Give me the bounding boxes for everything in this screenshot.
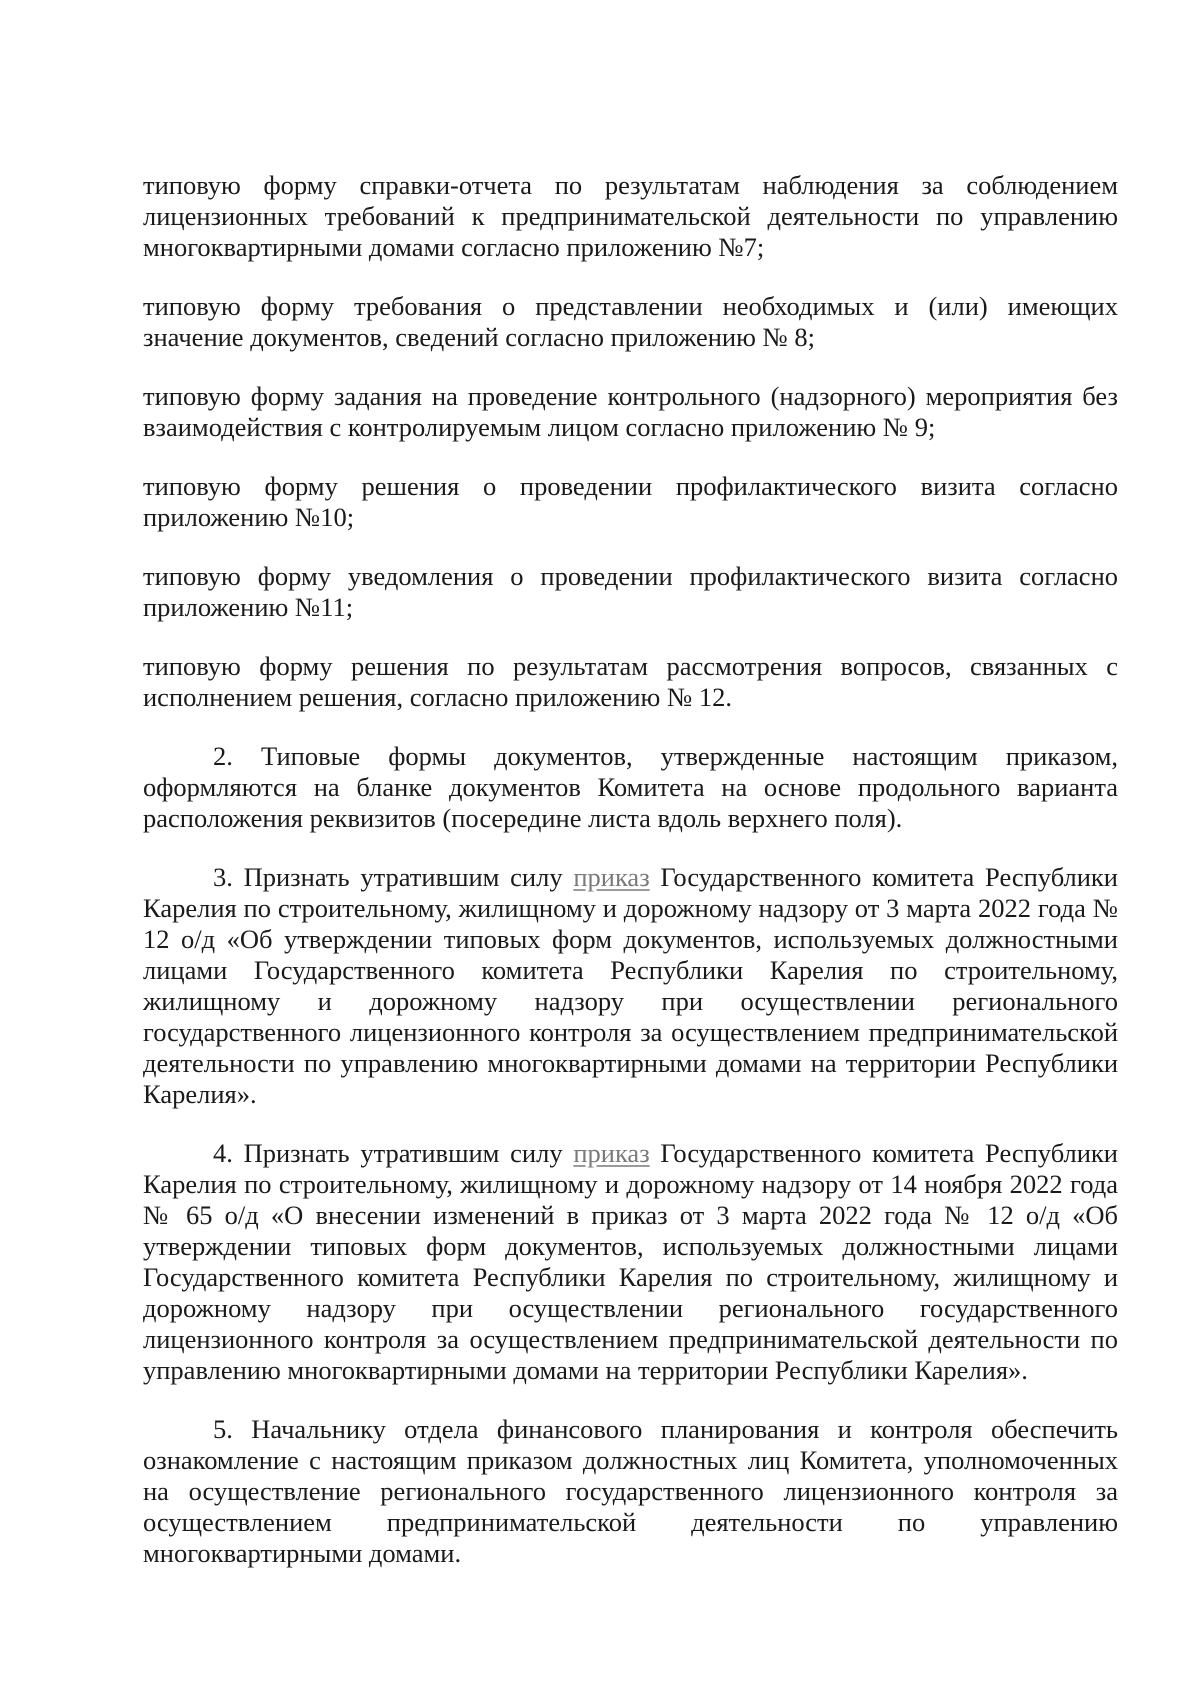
clause-3-rest: Государственного комитета Республики Карелия по строительному, жилищному и дорожному надзору от 3 марта 2022 года № 12 о/д «Об утверждении типовых форм документов, используемых должностными лицами Государственного комитета Республики Карелия по строительному, жилищному и дорожному надзору при осуществлении регионального государственного лицензионного контроля за осуществлением предпринимательской деятельности по управлению многоквартирными домами на территории Республики Карелия». xyxy=(143,862,1118,1109)
order-link-2[interactable]: приказ xyxy=(573,1138,650,1168)
clause-2: 2. Типовые формы документов, утвержденные настоящим приказом, оформляются на бланке документов Комитета на основе продольного варианта расположения реквизитов (посередине листа вдоль верхнего поля). xyxy=(143,741,1118,833)
clause-4-rest: Государственного комитета Республики Карелия по строительному, жилищному и дорожному надзору от 14 ноября 2022 года № 65 о/д «О внесении изменений в приказ от 3 марта 2022 года № 12 о/д «Об утверждении типовых форм документов, используемых должностными лицами Государственного комитета Республики Карелия по строительному, жилищному и дорожному надзору при осуществлении регионального государственного лицензионного контроля за осуществлением предпринимательской деятельности по управлению многоквартирными домами на территории Республики Карелия». xyxy=(143,1138,1118,1385)
clause-3-lead: 3. Признать утратившим силу xyxy=(213,862,574,892)
list-item-form-9: типовую форму задания на проведение контрольного (надзорного) мероприятия без взаимодействия с контролируемым лицом согласно приложению № 9; xyxy=(143,381,1118,442)
list-item-form-12: типовую форму решения по результатам рассмотрения вопросов, связанных с исполнением решения, согласно приложению № 12. xyxy=(143,651,1118,712)
clause-4 xyxy=(143,1138,1118,1386)
order-link-1[interactable]: приказ xyxy=(573,862,650,892)
clause-3 xyxy=(143,862,1118,1110)
clause-5: 5. Начальнику отдела финансового планирования и контроля обеспечить ознакомление с настоящим приказом должностных лиц Комитета, уполномоченных на осуществление регионального государственного лицензионного контроля за осуществлением предпринимательской деятельности по управлению многоквартирными домами. xyxy=(143,1414,1118,1568)
list-item-form-8: типовую форму требования о представлении необходимых и (или) имеющих значение документов, сведений согласно приложению № 8; xyxy=(143,291,1118,352)
list-item-form-11: типовую форму уведомления о проведении профилактического визита согласно приложению №11; xyxy=(143,561,1118,622)
list-item-form-7: типовую форму справки-отчета по результатам наблюдения за соблюдением лицензионных требований к предпринимательской деятельности по управлению многоквартирными домами согласно приложению №7; xyxy=(143,170,1118,262)
list-item-form-10: типовую форму решения о проведении профилактического визита согласно приложению №10; xyxy=(143,471,1118,532)
document-body xyxy=(143,170,1118,1597)
clause-4-lead: 4. Признать утратившим силу xyxy=(213,1138,574,1168)
